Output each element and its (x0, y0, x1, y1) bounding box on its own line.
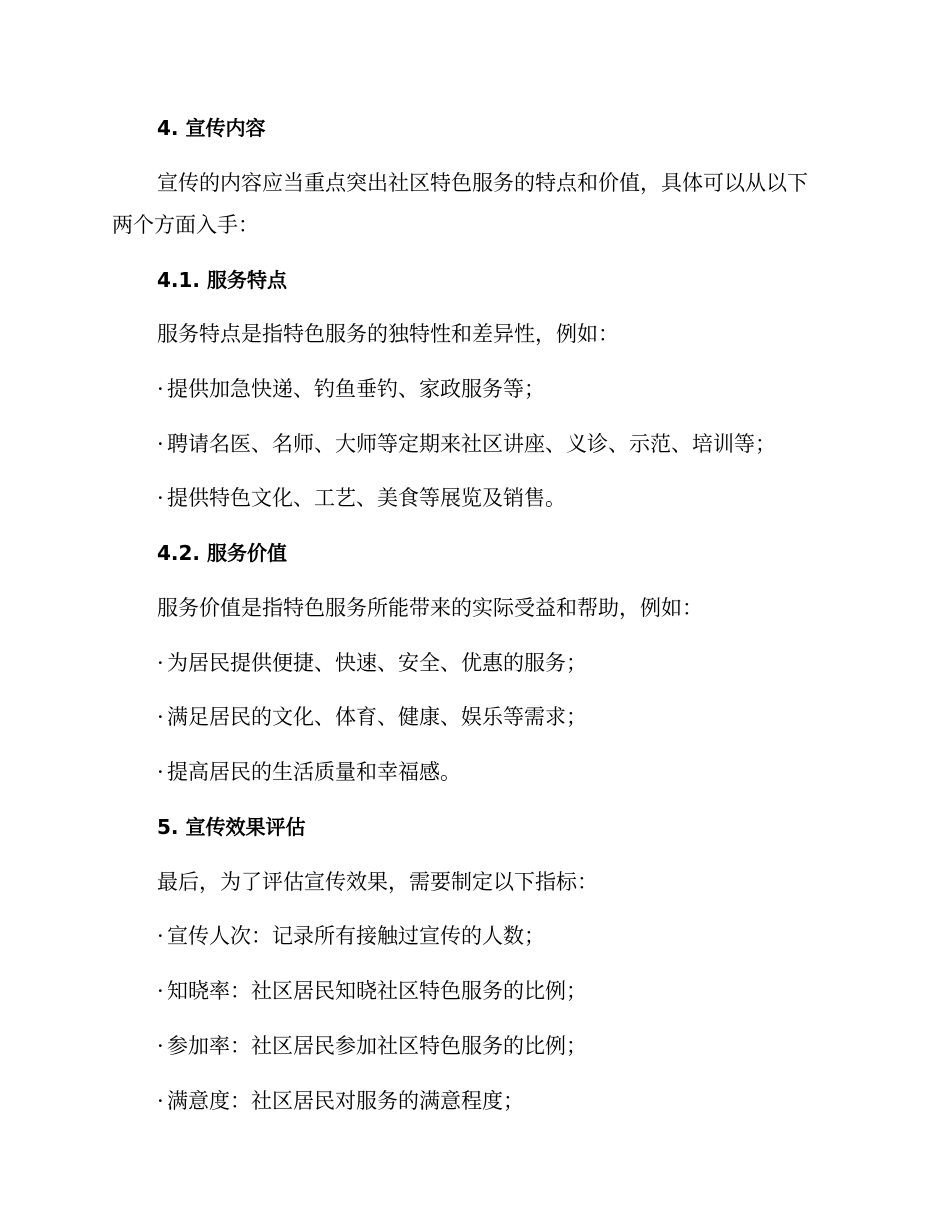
list-item-text: 满足居民的文化、体育、健康、娱乐等需求； (167, 705, 587, 729)
list-item-text: 参加率：社区居民参加社区特色服务的比例； (167, 1034, 587, 1058)
list-item-text: 满意度：社区居民对服务的满意程度； (167, 1089, 524, 1113)
bullet-icon: · (157, 760, 164, 784)
list-item-text: 知晓率：社区居民知晓社区特色服务的比例； (167, 979, 587, 1003)
bullet-icon: · (157, 924, 164, 948)
bullet-icon: · (157, 705, 164, 729)
list-item-text: 提高居民的生活质量和幸福感。 (167, 760, 461, 784)
bullet-icon: · (157, 651, 164, 675)
paragraph-line: 服务特点是指特色服务的独特性和差异性，例如： (157, 322, 619, 346)
section-heading-5: 5. 宣传效果评估 (157, 815, 306, 839)
list-item (157, 374, 950, 404)
paragraph-line: 两个方面入手： (112, 213, 259, 237)
paragraph-line: 宣传的内容应当重点突出社区特色服务的特点和价值，具体可以从以下 (157, 171, 808, 195)
list-item (157, 976, 950, 1006)
section-heading-4: 4. 宣传内容 (157, 116, 266, 140)
list-item (157, 921, 950, 951)
bullet-icon: · (157, 432, 164, 456)
list-item-text: 为居民提供便捷、快速、安全、优惠的服务； (167, 651, 587, 675)
list-item-text: 聘请名医、名师、大师等定期来社区讲座、义诊、示范、培训等； (167, 432, 776, 456)
bullet-icon: · (157, 1089, 164, 1113)
list-item (157, 757, 950, 787)
paragraph-line: 最后，为了评估宣传效果，需要制定以下指标： (157, 870, 598, 894)
list-item-text: 提供特色文化、工艺、美食等展览及销售。 (167, 486, 566, 510)
bullet-icon: · (157, 377, 164, 401)
bullet-icon: · (157, 979, 164, 1003)
list-item-text: 提供加急快递、钓鱼垂钓、家政服务等； (167, 377, 545, 401)
paragraph-line: 服务价值是指特色服务所能带来的实际受益和帮助，例如： (157, 596, 703, 620)
list-item (157, 702, 950, 732)
section-heading-4-2: 4.2. 服务价值 (157, 541, 287, 565)
list-item (157, 429, 950, 459)
section-heading-4-1: 4.1. 服务特点 (157, 268, 287, 292)
list-item (157, 1086, 950, 1116)
bullet-icon: · (157, 486, 164, 510)
bullet-icon: · (157, 1034, 164, 1058)
list-item (157, 1031, 950, 1061)
list-item (157, 648, 950, 678)
list-item (157, 483, 950, 513)
list-item-text: 宣传人次：记录所有接触过宣传的人数； (167, 924, 545, 948)
